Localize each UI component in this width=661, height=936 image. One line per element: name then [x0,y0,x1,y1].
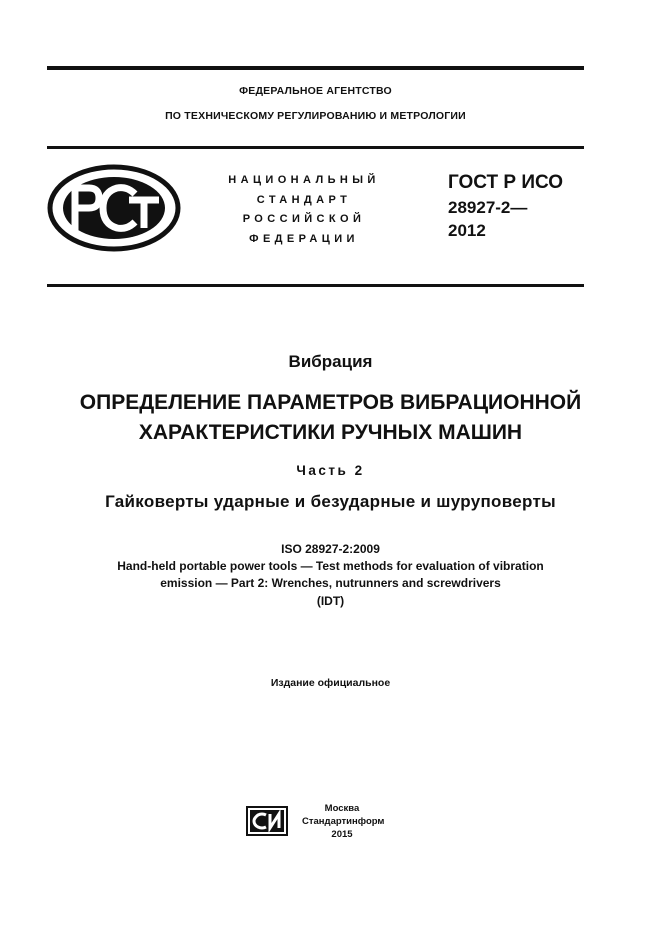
middle-rule [47,146,584,149]
gost-designation-line-1: ГОСТ Р ИСО [448,172,564,193]
english-title-line-3: (IDT) [316,594,345,608]
edition-note: Издание официальное [270,677,391,689]
bottom-rule [47,284,584,287]
english-title-line-2: emission — Part 2: Wrenches, nutrunners and screwdrivers [160,576,501,590]
main-title-line-1: ОПРЕДЕЛЕНИЕ ПАРАМЕТРОВ ВИБРАЦИОННОЙ [79,391,582,414]
english-title-line-1: Hand-held portable power tools — Test methods for evaluation of vibration [117,559,544,573]
agency-line-2: ПО ТЕХНИЧЕСКОМУ РЕГУЛИРОВАНИЮ И МЕТРОЛОГИИ [165,110,466,122]
national-line-2: СТАНДАРТ [256,194,352,206]
part-title: Гайковерты ударные и безударные и шуруповерты [105,492,556,511]
gost-designation-line-3: 2012 [448,221,486,240]
publisher-name: Стандартинформ [302,816,385,827]
part-number: Часть 2 [296,463,365,478]
rst-certification-logo-icon [47,164,181,252]
gost-designation-line-2: 28927-2— [448,198,528,217]
national-line-1: НАЦИОНАЛЬНЫЙ [228,174,380,186]
publisher-year: 2015 [331,829,353,840]
standartinform-logo-icon [246,806,288,836]
iso-reference: ISO 28927-2:2009 [281,542,380,556]
national-line-3: РОССИЙСКОЙ [242,213,366,225]
top-rule [47,66,584,70]
national-line-4: ФЕДЕРАЦИИ [249,233,359,245]
publisher-city: Москва [324,803,360,814]
main-title-line-2: ХАРАКТЕРИСТИКИ РУЧНЫХ МАШИН [138,421,523,444]
subject-heading: Вибрация [288,352,373,371]
agency-line-1: ФЕДЕРАЛЬНОЕ АГЕНТСТВО [239,85,392,97]
